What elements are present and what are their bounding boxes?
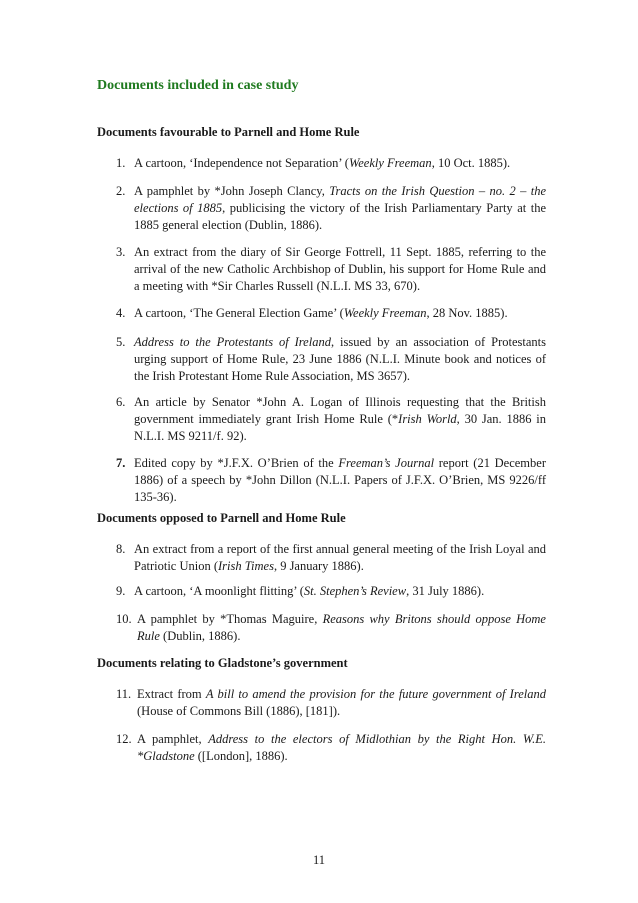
text-segment: A cartoon, ‘Independence not Separation’ ( <box>134 156 349 170</box>
italic-title-text: Tracts on the Irish Question – no. 2 – the elections of 1885 <box>134 184 546 215</box>
list-item-6 <box>116 394 546 445</box>
italic-title-text: Address to the Protestants of Ireland <box>134 335 331 349</box>
text-segment: , issued by an association of Protestants urging support of Home Rule, 23 June 1886 (N.L.I. Minute book and notices of the Irish Protestant Home Rule Association, MS 3657). <box>134 335 546 383</box>
item-text <box>137 611 546 645</box>
italic-title-text: Irish World <box>398 412 457 426</box>
italic-title-text: A bill to amend the provision for the future government of Ireland <box>205 687 546 701</box>
italic-title-text: Weekly Freeman <box>348 156 432 170</box>
text-segment: , 10 Oct. 1885). <box>431 156 511 170</box>
list-item-10 <box>116 611 546 645</box>
item-number: 10. <box>116 612 132 626</box>
item-number: 8. <box>116 542 126 556</box>
text-segment: Extract from <box>137 687 206 701</box>
text-segment: , publicising the victory of the Irish Parliamentary Party at the 1885 general election (Dublin, 1886). <box>134 201 546 232</box>
item-text <box>137 731 546 765</box>
item-number: 5. <box>116 335 126 349</box>
text-segment: ([London], 1886). <box>194 749 288 763</box>
item-text <box>134 183 546 234</box>
text-segment: An extract from the diary of Sir George Fottrell, 11 Sept. 1885, referring to the arrival of the new Catholic Archbishop of Dublin, his support for Home Rule and a meeting with *Sir Charles Russell (N.L.I. MS 33, 670). <box>134 245 546 293</box>
item-number: 1. <box>116 156 126 170</box>
text-segment: report (21 December 1886) of a speech by *John Dillon (N.L.I. Papers of J.F.X. O’Brien, MS 9226/ff 135-36). <box>134 456 546 504</box>
item-text <box>134 155 546 172</box>
list-item-12 <box>116 731 546 765</box>
page-number: 11 <box>312 853 326 867</box>
section-heading-opposed: Documents opposed to Parnell and Home Rule <box>97 511 346 525</box>
text-segment: Edited copy by *J.F.X. O’Brien of the <box>134 456 339 470</box>
item-text <box>134 583 546 600</box>
list-item-7 <box>116 455 546 506</box>
item-text <box>134 394 546 445</box>
list-item-5 <box>116 334 546 385</box>
item-text <box>137 686 546 720</box>
text-segment: A cartoon, ‘A moonlight flitting’ ( <box>134 584 304 598</box>
item-number: 2. <box>116 184 126 198</box>
item-text <box>134 305 546 322</box>
item-number: 4. <box>116 306 126 320</box>
text-segment: An article by Senator *John A. Logan of Illinois requesting that the British government immediately grant Irish Home Rule (* <box>134 395 546 426</box>
italic-title-text: Weekly Freeman <box>343 306 427 320</box>
italic-title-text: Address to the electors of Midlothian by the Right Hon. W.E. *Gladstone <box>137 732 546 763</box>
text-segment: A pamphlet by *John Joseph Clancy, <box>134 184 330 198</box>
item-number: 9. <box>116 584 126 598</box>
text-segment: , 30 Jan. 1886 in N.L.I. MS 9211/f. 92). <box>134 412 547 443</box>
section-heading-favourable: Documents favourable to Parnell and Home Rule <box>97 125 360 139</box>
text-segment: , 9 January 1886). <box>273 559 364 573</box>
section-heading-gladstone: Documents relating to Gladstone’s government <box>97 656 348 670</box>
item-number: 11. <box>116 687 132 701</box>
item-text <box>134 334 546 385</box>
text-segment: A pamphlet, <box>137 732 209 746</box>
list-item-3 <box>116 244 546 295</box>
item-number: 12. <box>116 732 132 746</box>
list-item-8 <box>116 541 546 575</box>
list-item-11 <box>116 686 546 720</box>
list-item-1 <box>116 155 546 172</box>
italic-title-text: Reasons why Britons should oppose Home Rule <box>137 612 546 643</box>
italic-title-text: Irish Times <box>218 559 274 573</box>
text-segment: (House of Commons Bill (1886), [181]). <box>137 704 341 718</box>
page-title: Documents included in case study <box>97 78 299 93</box>
item-number: 7. <box>116 456 126 470</box>
text-segment: A pamphlet by *Thomas Maguire, <box>137 612 323 626</box>
item-text <box>134 244 546 295</box>
item-number: 6. <box>116 395 126 409</box>
italic-title-text: St. Stephen’s Review <box>303 584 407 598</box>
italic-title-text: Freeman’s Journal <box>338 456 435 470</box>
text-segment: , 31 July 1886). <box>406 584 485 598</box>
list-item-2 <box>116 183 546 234</box>
list-item-9 <box>116 583 546 600</box>
text-segment: A cartoon, ‘The General Election Game’ ( <box>134 306 344 320</box>
item-number: 3. <box>116 245 126 259</box>
text-segment: , 28 Nov. 1885). <box>426 306 508 320</box>
text-segment: (Dublin, 1886). <box>159 629 241 643</box>
item-text <box>134 455 546 506</box>
list-item-4 <box>116 305 546 322</box>
item-text <box>134 541 546 575</box>
text-segment: An extract from a report of the first annual general meeting of the Irish Loyal and Patriotic Union ( <box>134 542 546 573</box>
